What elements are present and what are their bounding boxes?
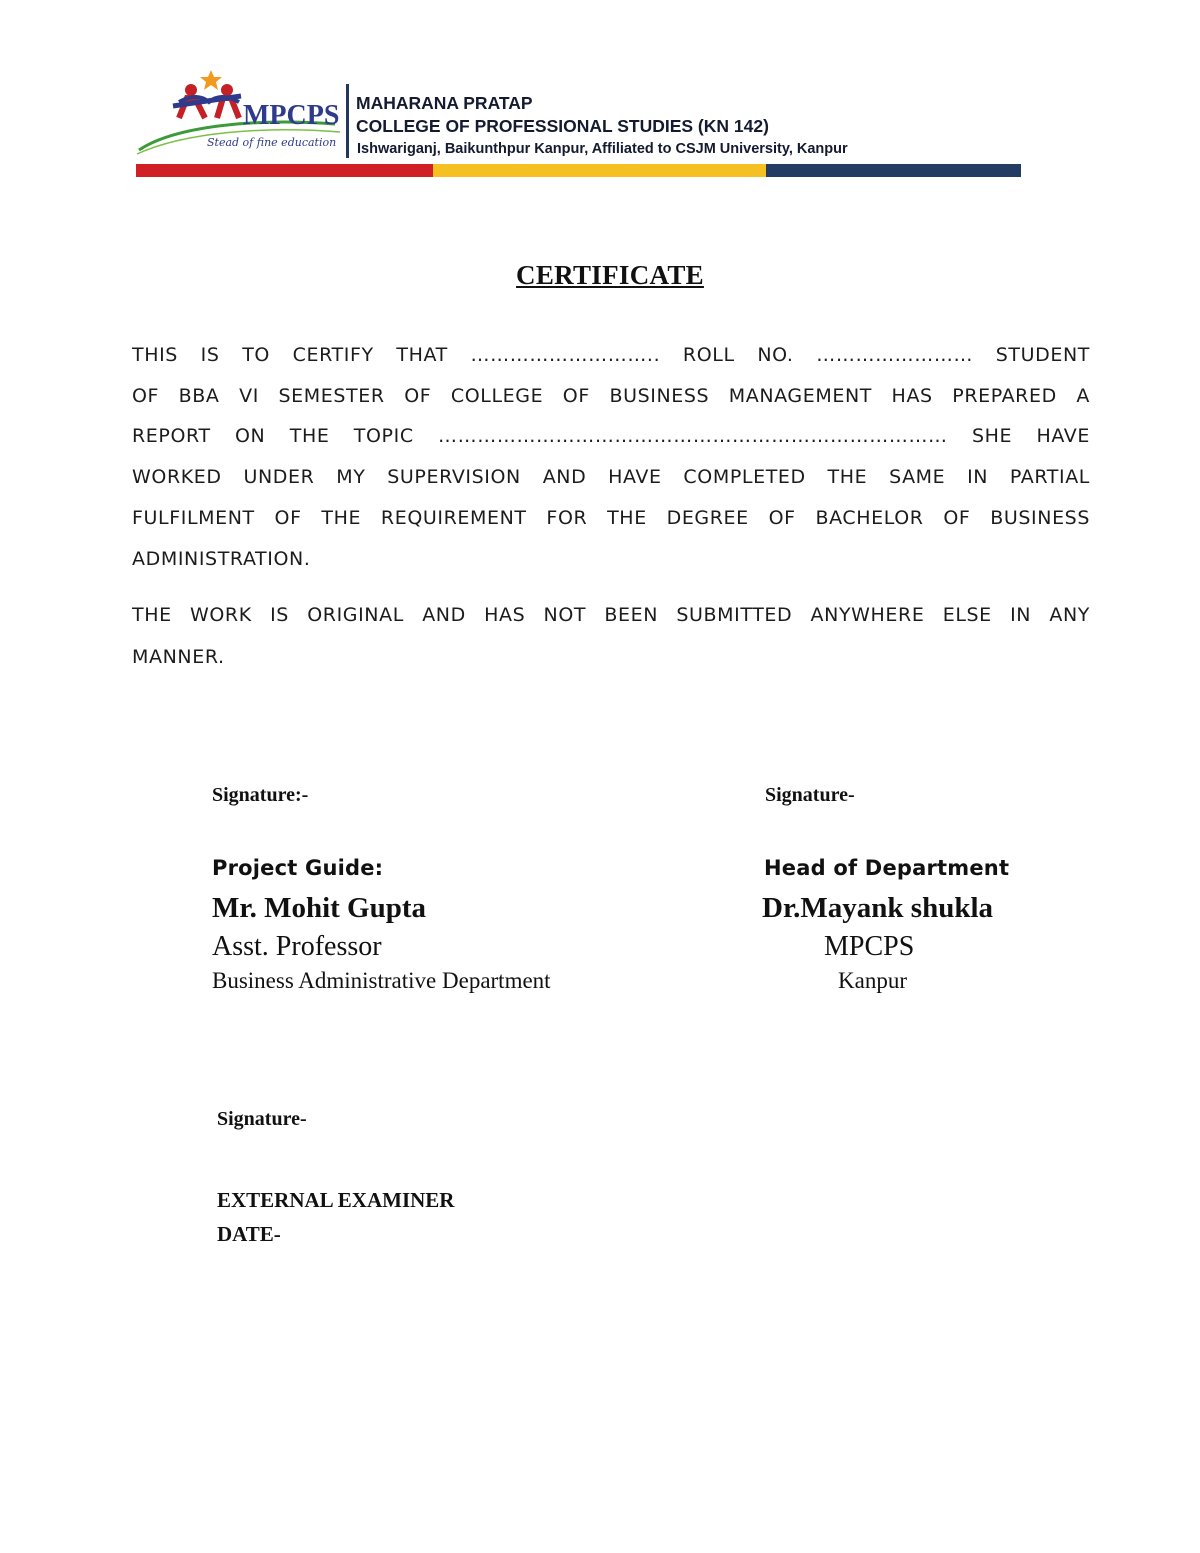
body-line-2: OF BBA VI SEMESTER OF COLLEGE OF BUSINESS MANAGEMENT HAS PREPARED A (132, 385, 1090, 407)
body-para2-line-1: THE WORK IS ORIGINAL AND HAS NOT BEEN SUBMITTED ANYWHERE ELSE IN ANY (132, 604, 1090, 626)
date-label: DATE- (217, 1222, 281, 1246)
header-divider (346, 84, 349, 158)
header-college-line1: MAHARANA PRATAP (356, 93, 533, 113)
guide-signature-label: Signature:- (212, 784, 309, 806)
examiner-signature-label: Signature- (217, 1108, 307, 1130)
examiner-title: EXTERNAL EXAMINER (217, 1188, 455, 1212)
header-band-red (136, 164, 433, 177)
guide-department: Business Administrative Department (212, 968, 551, 993)
body-line-3: REPORT ON THE TOPIC …………………………………………………………………… SHE HAVE (132, 425, 1090, 447)
body-line-1: THIS IS TO CERTIFY THAT ……………………….. ROLL NO. …………………… STUDENT (132, 344, 1090, 366)
header-college-line2: COLLEGE OF PROFESSIONAL STUDIES (KN 142) (356, 116, 769, 136)
certificate-title: CERTIFICATE (516, 260, 704, 290)
body-para2-line-2: MANNER. (132, 646, 225, 668)
guide-position: Asst. Professor (212, 931, 382, 962)
hod-location: Kanpur (838, 968, 907, 993)
header-address: Ishwariganj, Baikunthpur Kanpur, Affiliated to CSJM University, Kanpur (357, 141, 848, 157)
body-line-6: ADMINISTRATION. (132, 548, 311, 570)
guide-role: Project Guide: (212, 856, 384, 880)
logo-tagline: Stead of fine education (207, 136, 337, 149)
body-line-4: WORKED UNDER MY SUPERVISION AND HAVE COMPLETED THE SAME IN PARTIAL (132, 466, 1090, 488)
logo-text: MPCPS (243, 100, 340, 131)
hod-role: Head of Department (764, 856, 1010, 880)
hod-signature-label: Signature- (765, 784, 855, 806)
college-logo (135, 66, 345, 162)
body-line-5: FULFILMENT OF THE REQUIREMENT FOR THE DEGREE OF BACHELOR OF BUSINESS (132, 507, 1090, 529)
header-band-yellow (433, 164, 766, 177)
header-band-blue (766, 164, 1021, 177)
guide-name: Mr. Mohit Gupta (212, 892, 427, 924)
hod-name: Dr.Mayank shukla (762, 892, 994, 924)
hod-org: MPCPS (824, 931, 915, 962)
